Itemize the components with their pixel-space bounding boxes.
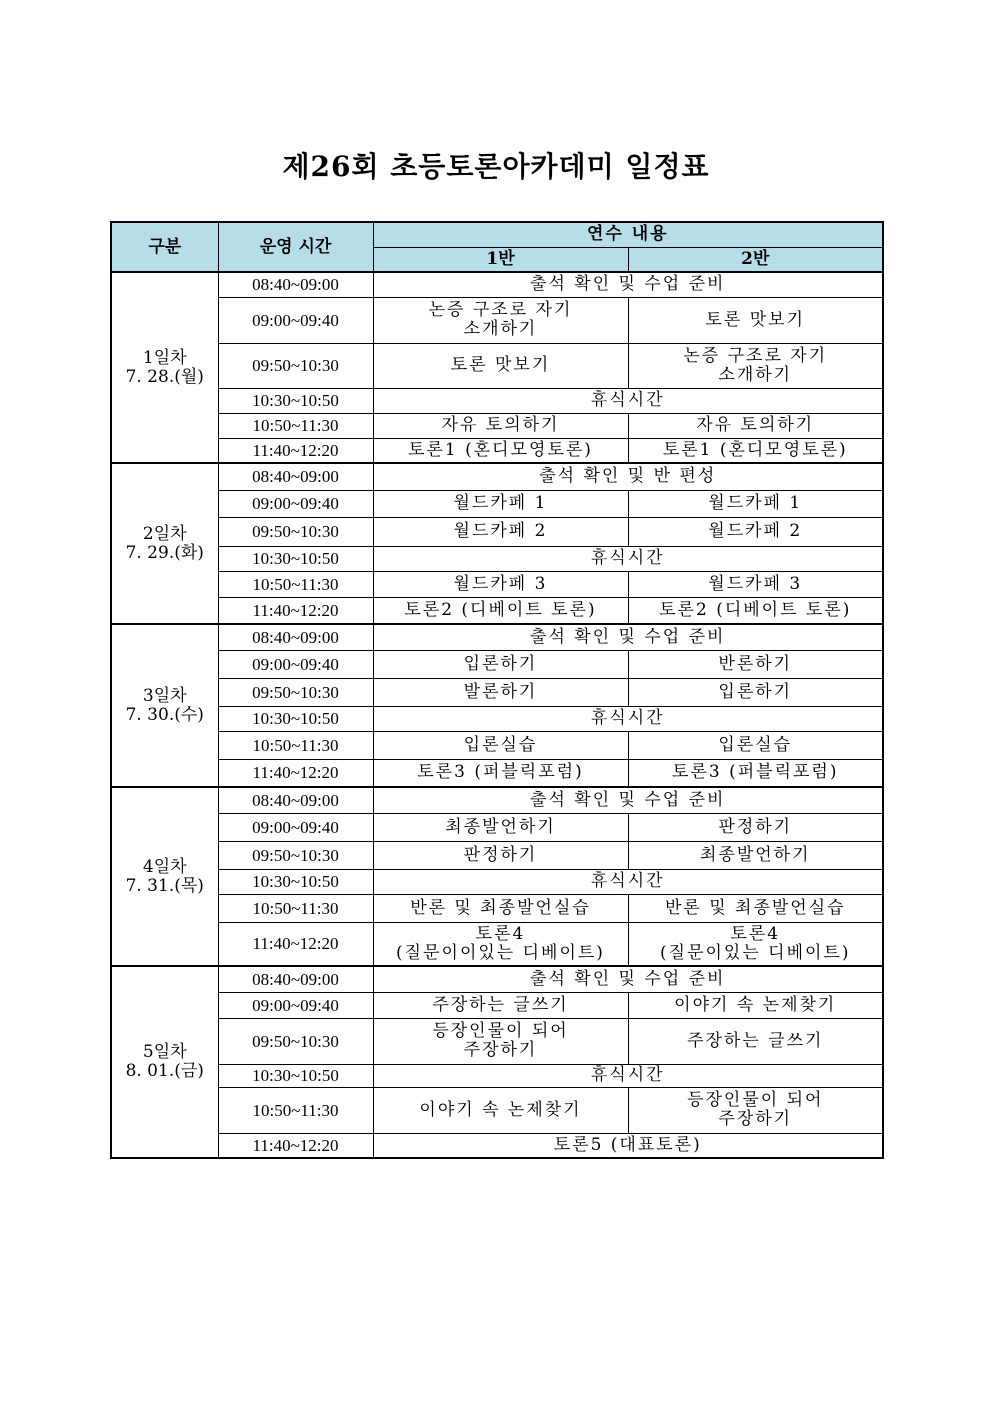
time-cell: 10:30~10:50 (218, 1064, 373, 1087)
class1-activity-cell (373, 438, 628, 463)
cell-text-line: (질문이이있는 디베이트) (396, 942, 605, 963)
day-cell (111, 624, 218, 787)
class1-activity-cell (373, 922, 628, 966)
time-cell: 10:50~11:30 (218, 571, 373, 597)
cell-text-line: 발론하기 (463, 681, 538, 702)
shared-activity-cell: 휴식시간 (373, 1064, 883, 1087)
shared-activity-cell: 출석 확인 및 반 편성 (373, 463, 883, 490)
cell-text-line: 토론2 (디베이트 토론) (659, 599, 852, 620)
schedule-table (110, 221, 884, 1159)
header-class1: 1반 (373, 247, 628, 272)
day-cell (111, 463, 218, 624)
schedule-row (111, 463, 883, 490)
time-cell: 09:00~09:40 (218, 992, 373, 1018)
time-cell: 09:00~09:40 (218, 297, 373, 343)
cell-text-line: 자유 토의하기 (441, 415, 560, 435)
class2-activity-cell (628, 731, 883, 759)
schedule-row (111, 571, 883, 597)
shared-activity-cell: 출석 확인 및 수업 준비 (373, 272, 883, 297)
cell-text-line: 판정하기 (718, 816, 793, 837)
schedule-row (111, 706, 883, 731)
day-date: 7. 31.(목) (125, 875, 204, 896)
day-label: 5일차 (142, 1042, 187, 1062)
time-cell: 09:50~10:30 (218, 1018, 373, 1064)
cell-text-line: 주장하는 글쓰기 (687, 1030, 824, 1051)
class2-activity-cell (628, 759, 883, 787)
class1-activity-cell (373, 571, 628, 597)
schedule-row (111, 438, 883, 463)
day-label: 4일차 (142, 856, 187, 877)
cell-text-line: 반론 및 최종발언실습 (410, 897, 591, 918)
header-section: 구분 (111, 222, 218, 272)
schedule-row (111, 388, 883, 413)
time-cell: 10:30~10:50 (218, 546, 373, 571)
schedule-row (111, 731, 883, 759)
class1-activity-cell (373, 894, 628, 922)
cell-text-line: 월드카페 3 (453, 573, 548, 594)
cell-text-line: 토론1 (혼디모영토론) (662, 439, 848, 460)
schedule-row (111, 787, 883, 813)
time-cell: 10:30~10:50 (218, 706, 373, 731)
schedule-body (111, 272, 883, 1158)
day-date: 7. 29.(화) (125, 542, 204, 563)
day-label: 3일차 (142, 685, 187, 706)
day-cell (111, 787, 218, 966)
cell-text-line: 월드카페 2 (708, 521, 803, 541)
cell-text-line: 입론하기 (463, 653, 538, 674)
day-label: 2일차 (142, 523, 187, 544)
cell-text-line: 주장하는 글쓰기 (432, 994, 569, 1015)
time-cell: 11:40~12:20 (218, 597, 373, 624)
cell-text-line: 판정하기 (463, 844, 538, 865)
cell-text-line: 등장인물이 되어 (687, 1090, 824, 1110)
class2-activity-cell (628, 894, 883, 922)
class1-activity-cell (373, 731, 628, 759)
shared-activity-cell: 토론5 (대표토론) (373, 1133, 883, 1158)
cell-text-line: 소개하기 (463, 319, 538, 339)
class2-activity-cell (628, 1087, 883, 1133)
day-label: 1일차 (142, 347, 187, 368)
shared-activity-cell: 출석 확인 및 수업 준비 (373, 966, 883, 992)
cell-text-line: 자유 토의하기 (696, 415, 815, 435)
cell-text-line: 입론실습 (463, 734, 538, 755)
cell-text-line: 토론 맛보기 (705, 309, 806, 330)
time-cell: 08:40~09:00 (218, 463, 373, 490)
class2-activity-cell (628, 297, 883, 343)
cell-text-line: 이야기 속 논제찾기 (419, 1099, 582, 1120)
shared-activity-cell: 휴식시간 (373, 706, 883, 731)
header-content: 연수 내용 (373, 222, 883, 247)
schedule-row (111, 841, 883, 869)
day-date: 7. 30.(수) (125, 704, 204, 725)
class2-activity-cell (628, 597, 883, 624)
schedule-row (111, 1087, 883, 1133)
cell-text-line: 월드카페 2 (453, 521, 548, 541)
time-cell: 09:00~09:40 (218, 490, 373, 517)
class2-activity-cell (628, 650, 883, 678)
cell-text-line: 토론1 (혼디모영토론) (408, 439, 593, 460)
cell-text-line: 토론4 (475, 923, 526, 944)
time-cell: 09:00~09:40 (218, 813, 373, 841)
shared-activity-cell: 휴식시간 (373, 869, 883, 894)
time-cell: 09:00~09:40 (218, 650, 373, 678)
cell-text-line: 월드카페 1 (453, 493, 548, 513)
cell-text-line: 주장하기 (718, 1109, 793, 1129)
cell-text-line: 논증 구조로 자기 (683, 345, 828, 366)
class1-activity-cell (373, 413, 628, 438)
schedule-row (111, 966, 883, 992)
class1-activity-cell (373, 297, 628, 343)
cell-text-line: 논증 구조로 자기 (428, 300, 573, 320)
class1-activity-cell (373, 517, 628, 546)
cell-text-line: 입론하기 (718, 681, 793, 702)
cell-text-line: 토론3 (퍼블릭포럼) (672, 762, 839, 783)
cell-text-line: 토론4 (730, 923, 781, 944)
class2-activity-cell (628, 922, 883, 966)
day-date: 7. 28.(월) (125, 366, 204, 387)
time-cell: 09:50~10:30 (218, 841, 373, 869)
cell-text-line: 토론 맛보기 (450, 355, 551, 375)
class1-activity-cell (373, 343, 628, 388)
cell-text-line: (질문이있는 디베이트) (660, 942, 851, 963)
cell-text-line: 토론3 (퍼블릭포럼) (417, 762, 584, 783)
schedule-row (111, 272, 883, 297)
schedule-row (111, 992, 883, 1018)
class1-activity-cell (373, 678, 628, 706)
page-title: 제26회 초등토론아카데미 일정표 (282, 150, 710, 183)
time-cell: 08:40~09:00 (218, 272, 373, 297)
schedule-row (111, 490, 883, 517)
cell-text-line: 이야기 속 논제찾기 (674, 994, 837, 1015)
cell-text-line: 최종발언하기 (699, 844, 811, 865)
class1-activity-cell (373, 992, 628, 1018)
time-cell: 09:50~10:30 (218, 343, 373, 388)
header-time: 운영 시간 (218, 222, 373, 272)
class2-activity-cell (628, 813, 883, 841)
time-cell: 11:40~12:20 (218, 1133, 373, 1158)
shared-activity-cell: 휴식시간 (373, 546, 883, 571)
schedule-row (111, 1064, 883, 1087)
class2-activity-cell (628, 992, 883, 1018)
cell-text-line: 최종발언하기 (445, 816, 556, 837)
cell-text-line: 등장인물이 되어 (432, 1021, 569, 1041)
schedule-row (111, 922, 883, 966)
class1-activity-cell (373, 597, 628, 624)
schedule-row (111, 413, 883, 438)
schedule-row (111, 343, 883, 388)
time-cell: 11:40~12:20 (218, 438, 373, 463)
class2-activity-cell (628, 1018, 883, 1064)
cell-text-line: 토론2 (디베이트 토론) (404, 599, 597, 620)
schedule-row (111, 813, 883, 841)
schedule-row (111, 650, 883, 678)
schedule-row (111, 894, 883, 922)
time-cell: 10:50~11:30 (218, 1087, 373, 1133)
class2-activity-cell (628, 517, 883, 546)
time-cell: 08:40~09:00 (218, 624, 373, 650)
day-cell (111, 272, 218, 463)
cell-text-line: 반론 및 최종발언실습 (664, 897, 846, 918)
schedule-row (111, 759, 883, 787)
schedule-row (111, 678, 883, 706)
cell-text-line: 소개하기 (718, 364, 793, 385)
class2-activity-cell (628, 841, 883, 869)
time-cell: 11:40~12:20 (218, 922, 373, 966)
schedule-row (111, 869, 883, 894)
schedule-row (111, 597, 883, 624)
time-cell: 10:50~11:30 (218, 894, 373, 922)
time-cell: 10:30~10:50 (218, 388, 373, 413)
shared-activity-cell: 출석 확인 및 수업 준비 (373, 787, 883, 813)
cell-text-line: 월드카페 1 (708, 493, 803, 513)
class2-activity-cell (628, 413, 883, 438)
class2-activity-cell (628, 678, 883, 706)
class1-activity-cell (373, 759, 628, 787)
shared-activity-cell: 휴식시간 (373, 388, 883, 413)
cell-text-line: 입론실습 (718, 734, 793, 755)
schedule-row (111, 297, 883, 343)
cell-text-line: 주장하기 (463, 1040, 538, 1060)
shared-activity-cell: 출석 확인 및 수업 준비 (373, 624, 883, 650)
class1-activity-cell (373, 490, 628, 517)
time-cell: 08:40~09:00 (218, 966, 373, 992)
time-cell: 09:50~10:30 (218, 678, 373, 706)
class1-activity-cell (373, 1018, 628, 1064)
class2-activity-cell (628, 343, 883, 388)
class1-activity-cell (373, 841, 628, 869)
class1-activity-cell (373, 1087, 628, 1133)
class1-activity-cell (373, 650, 628, 678)
day-cell (111, 966, 218, 1158)
schedule-row (111, 1133, 883, 1158)
header-class2: 2반 (628, 247, 883, 272)
cell-text-line: 월드카페 3 (708, 573, 803, 594)
cell-text-line: 반론하기 (718, 653, 793, 674)
schedule-row (111, 517, 883, 546)
time-cell: 11:40~12:20 (218, 759, 373, 787)
class1-activity-cell (373, 813, 628, 841)
class2-activity-cell (628, 490, 883, 517)
schedule-row (111, 546, 883, 571)
schedule-row (111, 1018, 883, 1064)
class2-activity-cell (628, 438, 883, 463)
schedule-row (111, 624, 883, 650)
day-date: 8. 01.(금) (125, 1061, 204, 1081)
time-cell: 08:40~09:00 (218, 787, 373, 813)
time-cell: 10:50~11:30 (218, 731, 373, 759)
time-cell: 10:30~10:50 (218, 869, 373, 894)
time-cell: 09:50~10:30 (218, 517, 373, 546)
class2-activity-cell (628, 571, 883, 597)
time-cell: 10:50~11:30 (218, 413, 373, 438)
